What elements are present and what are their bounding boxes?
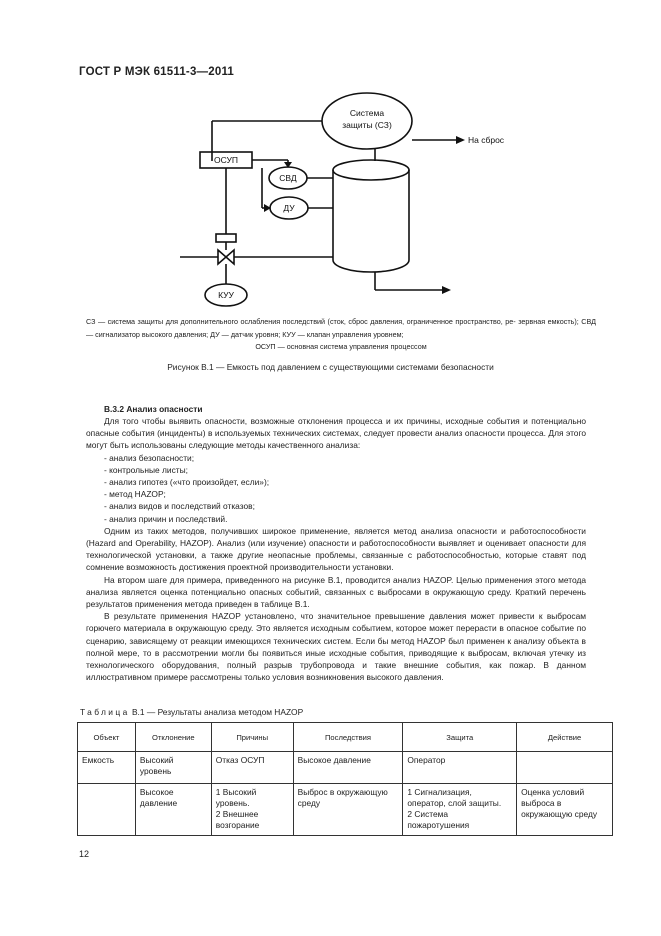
table-cell: Высокое давление [135, 784, 211, 836]
table-caption-prefix: Таблица [80, 707, 130, 717]
table-cell: Оператор [403, 752, 517, 784]
methods-list [86, 452, 586, 525]
list-item: - анализ гипотез («что произойдет, если»); [104, 477, 270, 488]
table-cell: 1 Сигнализация, оператор, слой защиты. 2 Система пожаротушения [403, 784, 517, 836]
paragraph: На втором шаге для примера, приведенного на рисунке В.1, проводится анализ HAZOP. Целью применения этого метода анализа является оценка потенциально опасных событий, связанных с выбросами в окружающую среду. Краткий перечень результатов применения метода приведен в таблице В.1. [86, 574, 586, 610]
table-row [78, 784, 613, 836]
intro-paragraph: Для того чтобы выявить опасности, возможные отклонения процесса и их причины, исходные события и потенциально опасные события (инциденты) в используемых технических системах, следует провести анализ опасности процесса. Для этого могут быть использованы следующие методы качественного анализа: [86, 416, 586, 451]
table-cell: Отказ ОСУП [211, 752, 293, 784]
table-header-cell: Причины [211, 723, 293, 752]
document-header: ГОСТ Р МЭК 61511-3—2011 [79, 66, 235, 78]
table-cell: Высокое давление [293, 752, 403, 784]
body-text [86, 415, 586, 683]
table-caption [80, 707, 303, 717]
list-item: - анализ причин и последствий. [104, 513, 228, 524]
legend-line: зервная емкость); СВД — сигнализатор высокого давления; ДУ — датчик уровня; КУУ — клапан управления уровнем; [86, 317, 596, 339]
table-cell: Оценка условий выброса в окружающую среду [517, 784, 613, 836]
table-row [78, 752, 613, 784]
table-header-row [78, 723, 613, 752]
table-cell: Выброс в окружающую среду [293, 784, 403, 836]
vessel-body [333, 170, 409, 272]
table-cell [517, 752, 613, 784]
paragraph: Одним из таких методов, получивших широкое применение, является метод анализа опасности и работоспособности (Hazard and Operability, HAZOP). Анализ (или изучение) опасности и работоспособности выявляет и оценивает опасности для технологической установки, а также другие неопасные проблемы, связанные с работоспособностью, которые ставят под сомнение возможность достижения проектной производительности установки. [86, 525, 586, 573]
table-header-cell: Действие [517, 723, 613, 752]
safety-system-label-2: защиты (СЗ) [342, 120, 392, 130]
svd-label: СВД [279, 173, 297, 183]
du-label: ДУ [283, 203, 295, 213]
table-cell [78, 784, 136, 836]
list-item: - метод HAZOP; [104, 489, 166, 500]
discharge-label: На сброс [468, 135, 505, 145]
list-item: - анализ безопасности; [104, 452, 195, 463]
figure-caption: Рисунок В.1 — Емкость под давлением с существующими системами безопасности [167, 362, 494, 372]
list-item: - анализ видов и последствий отказов; [104, 501, 255, 512]
table-caption-text: В.1 — Результаты анализа методом HAZOP [131, 707, 304, 717]
table-header-cell: Последствия [293, 723, 403, 752]
legend-line: ОСУП — основная система управления процессом [255, 342, 427, 351]
safety-system-label-1: Система [349, 108, 385, 118]
figure-legend [86, 316, 596, 354]
osup-label: ОСУП [214, 155, 238, 165]
hazop-table [77, 722, 613, 836]
page-number: 12 [79, 849, 90, 859]
paragraph: В результате применения HAZOP установлено, что значительное превышение давления может привести к выбросам горючего материала в окружающую среду. Это является исходным событием, которое может перерасти в опасное событие по сценарию, зависящему от реакции имеющихся технических систем. Если бы метод HAZOP был применен к анализу объекта в полной мере, то в рассмотрении могли бы появиться иные исходные события, приводящие к выбросам, включая утечку из технологического оборудования, полный разрыв трубопровода и такие внешние события, как пожар. В данном иллюстративном примере рассмотрены только условия возникновения высокого давления. [86, 611, 586, 683]
table-header-cell: Объект [78, 723, 136, 752]
control-valve [218, 250, 234, 264]
list-item: - контрольные листы; [104, 464, 188, 475]
table-header-cell: Отклонение [135, 723, 211, 752]
legend-line: СЗ — система защиты для дополнительного ослабления последствий (сток, сброс давления, ограниченное пространство, ре- [86, 317, 516, 326]
table-cell: 1 Высокий уровень. 2 Внешнее возгорание [211, 784, 293, 836]
table-cell: Высокий уровень [135, 752, 211, 784]
section-title: В.3.2 Анализ опасности [104, 404, 203, 414]
table-header-cell: Защита [403, 723, 517, 752]
vessel-diagram [0, 0, 661, 330]
kuu-label: КУУ [218, 290, 234, 300]
table-cell: Емкость [78, 752, 136, 784]
